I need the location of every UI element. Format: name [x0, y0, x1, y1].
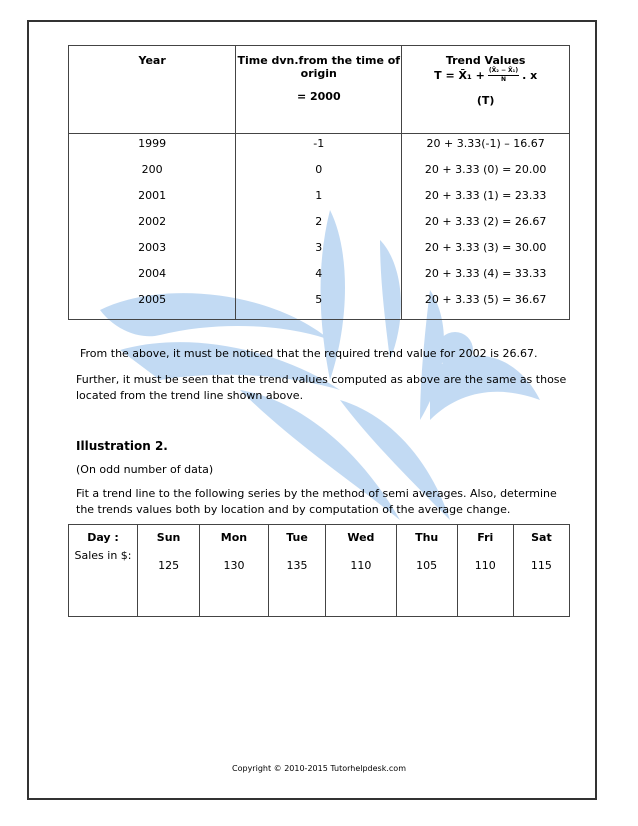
year-column [69, 134, 236, 320]
deviation-cell: 5 [315, 293, 323, 306]
year-cell: 2003 [138, 241, 167, 254]
sales-cell: 110 [457, 545, 513, 617]
trend-formula [434, 67, 537, 84]
sales-day-row [69, 525, 570, 546]
day-cell: Sun [138, 525, 200, 546]
deviation-cell: 2 [315, 215, 323, 228]
deviation-cell: 1 [315, 189, 323, 202]
year-cell: 2001 [138, 189, 167, 202]
formula-tail: . x [522, 69, 538, 82]
trend-value-cell: 20 + 3.33 (0) = 20.00 [424, 163, 547, 176]
illustration-description: Fit a trend line to the following series by the method of semi averages. Also, determine the trends values both by location and by computation of the average change. [76, 487, 557, 516]
trend-table-header-row [69, 46, 570, 134]
sales-cell: 105 [396, 545, 457, 617]
illustration-heading: Illustration 2. [76, 439, 168, 453]
trend-value-cell: 20 + 3.33(-1) – 16.67 [426, 137, 545, 150]
trend-table-body-row [69, 134, 570, 320]
illustration-subtitle: (On odd number of data) [76, 463, 214, 476]
year-cell: 2005 [138, 293, 167, 306]
header-time-line3: = 2000 [296, 90, 341, 103]
trend-value-cell: 20 + 3.33 (3) = 30.00 [424, 241, 547, 254]
trend-values-table [68, 45, 570, 320]
sales-cell: 130 [200, 545, 269, 617]
header-time-line1: Time dvn.from the time of [237, 54, 401, 67]
day-cell: Sat [513, 525, 569, 546]
copyright-footer: Copyright © 2010-2015 Tutorhelpdesk.com [232, 764, 406, 773]
sales-cell: 110 [326, 545, 396, 617]
sales-cell: 135 [268, 545, 325, 617]
trend-value-cell: 20 + 3.33 (2) = 26.67 [424, 215, 547, 228]
formula-lead: T = X̄₁ + [434, 69, 485, 82]
sales-value-row [69, 545, 570, 617]
header-trend-line1: Trend Values [445, 54, 526, 67]
trend-value-column [402, 134, 570, 320]
sales-cell: 115 [513, 545, 569, 617]
day-cell: Wed [326, 525, 396, 546]
year-cell: 1999 [138, 137, 167, 150]
trend-value-cell: 20 + 3.33 (5) = 36.67 [424, 293, 547, 306]
year-cell: 2002 [138, 215, 167, 228]
sales-cell: 125 [138, 545, 200, 617]
header-time-deviation [236, 46, 402, 134]
day-cell: Fri [457, 525, 513, 546]
paragraph-trend-2002: From the above, it must be noticed that the required trend value for 2002 is 26.67. [80, 347, 538, 360]
day-cell: Mon [200, 525, 269, 546]
year-cell: 2004 [138, 267, 167, 280]
header-trend-values [402, 46, 570, 134]
header-year: Year [69, 46, 236, 134]
formula-fraction [488, 67, 519, 84]
day-cell: Thu [396, 525, 457, 546]
deviation-cell: 4 [315, 267, 323, 280]
header-time-line2: origin [300, 67, 337, 80]
trend-value-cell: 20 + 3.33 (1) = 23.33 [424, 189, 547, 202]
day-cell: Tue [268, 525, 325, 546]
trend-value-cell: 20 + 3.33 (4) = 33.33 [424, 267, 547, 280]
paragraph-trend-comparison: Further, it must be seen that the trend values computed as above are the same as those located from the trend line shown above. [76, 373, 567, 402]
deviation-cell: -1 [313, 137, 325, 150]
deviation-cell: 3 [315, 241, 323, 254]
deviation-column [236, 134, 402, 320]
header-trend-line3: (T) [476, 94, 495, 107]
sales-label: Sales in $: [69, 545, 138, 617]
formula-denominator: N [500, 76, 506, 83]
sales-table [68, 524, 570, 617]
year-cell: 200 [141, 163, 163, 176]
deviation-cell: 0 [315, 163, 323, 176]
day-label: Day : [69, 525, 138, 546]
formula-numerator: (X̄₂ − X̄₁) [488, 67, 519, 74]
